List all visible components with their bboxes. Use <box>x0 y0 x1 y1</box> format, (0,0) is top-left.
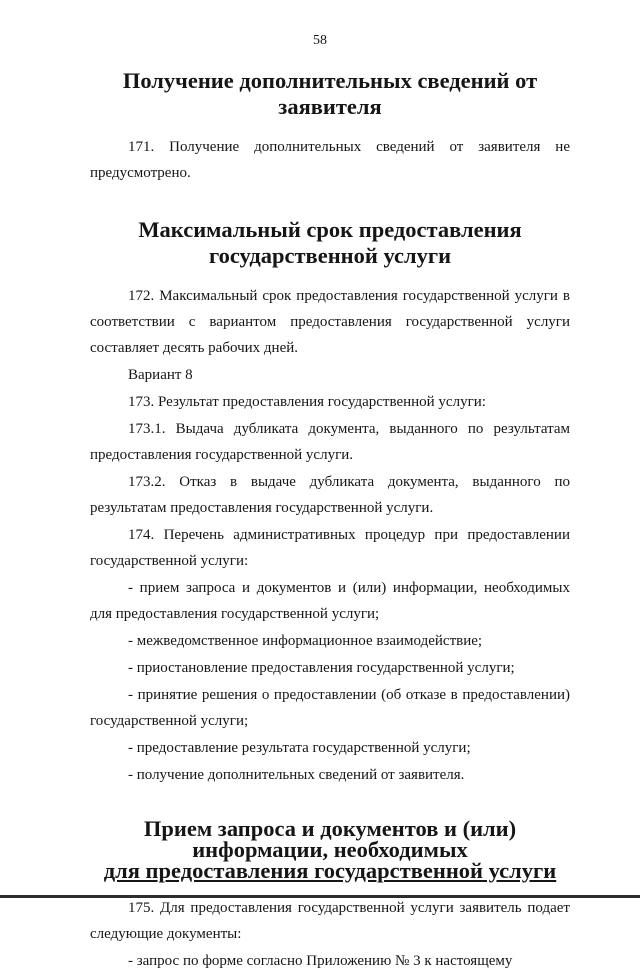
paragraph-174: 174. Перечень административных процедур при предоставлении государственной услуги: <box>90 527 570 569</box>
paragraph-172: 172. Максимальный срок предоставления государственной услуги в соответствии с вариантом предоставления государственной услуги составляет десять рабочих дней. <box>90 288 570 356</box>
list-item: - получение дополнительных сведений от заявителя. <box>128 767 465 783</box>
paragraph-171: 171. Получение дополнительных сведений от заявителя не предусмотрено. <box>90 139 570 181</box>
document-body <box>90 60 570 974</box>
paragraph-173-2: 173.2. Отказ в выдаче дубликата документа, выданного по результатам предоставления государственной услуги. <box>90 474 570 516</box>
list-item: - приостановление предоставления государственной услуги; <box>128 660 515 676</box>
section-heading-additional-info: Получение дополнительных сведений от заявителя <box>122 68 538 119</box>
page-number: 58 <box>313 33 327 48</box>
variant-label: Вариант 8 <box>128 367 193 383</box>
bottom-scan-edge <box>0 895 640 898</box>
list-item: - предоставление результата государственной услуги; <box>128 740 471 756</box>
paragraph-173: 173. Результат предоставления государственной услуги: <box>128 394 486 410</box>
list-item: - прием запроса и документов и (или) информации, необходимых для предоставления государственной услуги; <box>90 580 570 622</box>
paragraph-175: 175. Для предоставления государственной услуги заявитель подает следующие документы: <box>90 900 570 942</box>
list-item: - межведомственное информационное взаимодействие; <box>128 633 483 649</box>
paragraph-175-item-1: - запрос по форме согласно Приложению № 3 к настоящему <box>128 953 513 969</box>
heading-line-1: Прием запроса и документов и (или) информации, необходимых <box>143 816 517 862</box>
paragraph-173-1: 173.1. Выдача дубликата документа, выданного по результатам предоставления государственной услуги. <box>90 421 570 463</box>
list-item: - принятие решения о предоставлении (об отказе в предоставлении) государственной услуги; <box>90 687 570 729</box>
section-heading-max-term: Максимальный срок предоставления государственной услуги <box>138 217 522 268</box>
heading-line-2: для предоставления государственной услуги <box>103 858 557 883</box>
section-heading-request-documents <box>90 818 570 881</box>
